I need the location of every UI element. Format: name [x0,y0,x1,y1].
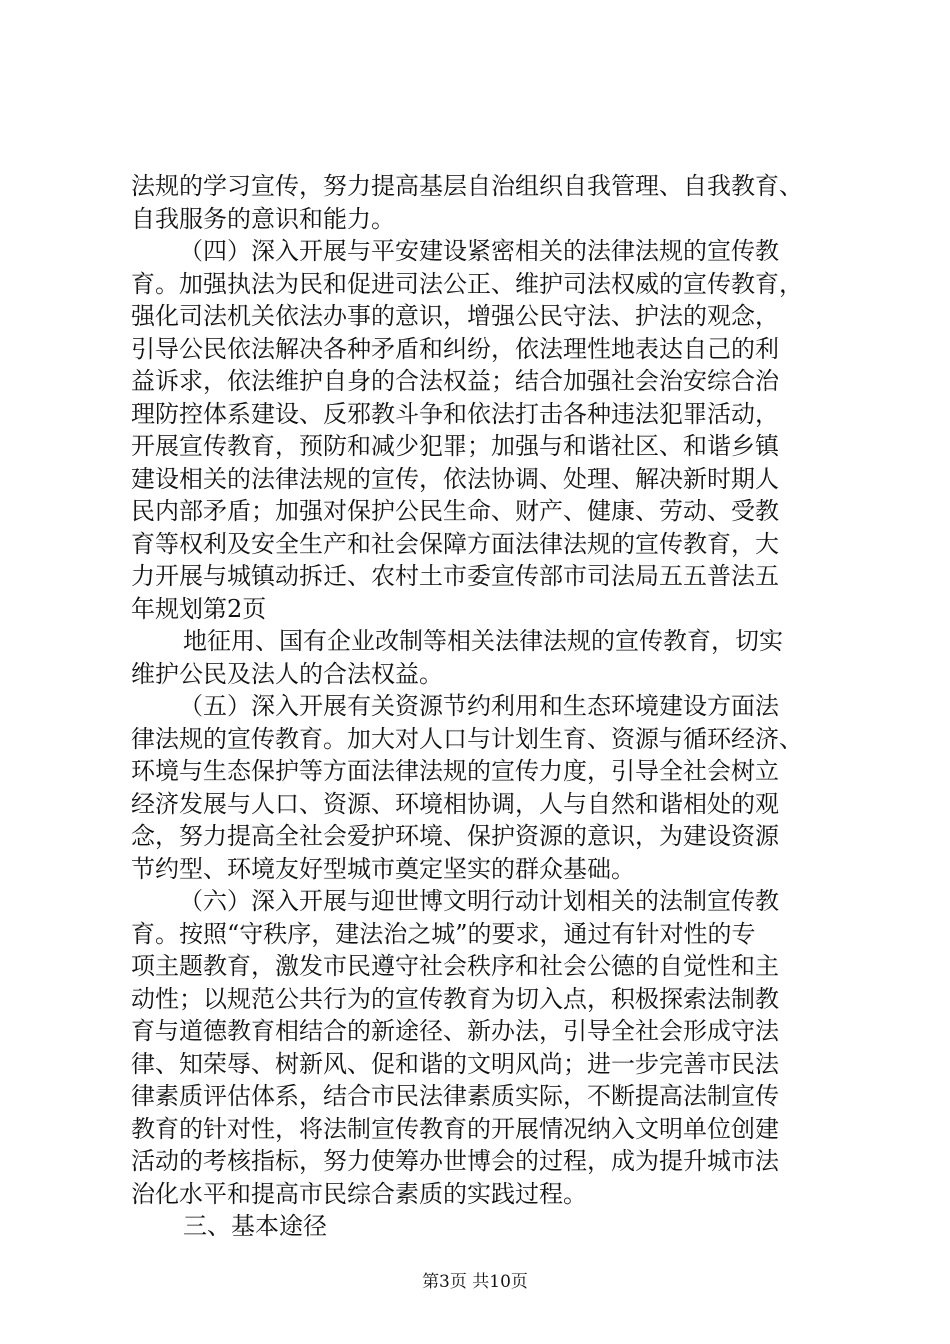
text-line: 自我服务的意识和能力。 [131,204,395,233]
text-line: 治化水平和提高市民综合素质的实践过程。 [131,1179,587,1208]
text-line: 民内部矛盾；加强对保护公民生命、财产、健康、劳动、受教 [131,497,779,525]
text-line: 念，努力提高全社会爱护环境、保护资源的意识，为建设资源 [131,822,779,850]
text-line: 教育的针对性，将法制宣传教育的开展情况纳入文明单位创建 [131,1114,779,1143]
page-footer: 第3页 共10页 [422,1272,528,1292]
text-line: 引导公民依法解决各种矛盾和纠纷，依法理性地表达自己的利 [131,334,779,363]
text-line: 项主题教育，激发市民遵守社会秩序和社会公德的自觉性和主 [131,952,779,980]
text-line: 育等权利及安全生产和社会保障方面法律法规的宣传教育，大 [131,529,779,558]
paragraph-start-line: 地征用、国有企业改制等相关法律法规的宣传教育，切实 [183,627,783,655]
text-line: 维护公民及法人的合法权益。 [131,659,443,688]
paragraph-start-line: （五）深入开展有关资源节约利用和生态环境建设方面法 [179,692,779,720]
text-line: 活动的考核指标，努力使筹办世博会的过程，成为提升城市法 [131,1147,779,1175]
text-line: 经济发展与人口、资源、环境相协调，人与自然和谐相处的观 [131,789,779,818]
text-line: 建设相关的法律法规的宣传，依法协调、处理、解决新时期人 [131,464,779,493]
paragraph-start-line: （四）深入开展与平安建设紧密相关的法律法规的宣传教 [179,237,779,265]
text-line: 开展宣传教育，预防和减少犯罪；加强与和谐社区、和谐乡镇 [131,432,779,460]
document-body [131,170,851,1243]
text-line: 律素质评估体系，结合市民法律素质实际，不断提高法制宣传 [131,1082,779,1110]
text-line: 环境与生态保护等方面法律法规的宣传力度，引导全社会树立 [131,757,779,785]
section-heading: 三、基本途径 [183,1212,327,1240]
text-line: 力开展与城镇动拆迁、农村土市委宣传部市司法局五五普法五 [131,562,779,590]
paragraph-start-line: （六）深入开展与迎世博文明行动计划相关的法制宣传教 [179,887,779,915]
text-line: 法规的学习宣传，努力提高基层自治组织自我管理、自我教育、 [131,172,803,200]
text-line: 年规划第2页 [131,594,267,623]
text-line: 育。加强执法为民和促进司法公正、维护司法权威的宣传教育， [131,269,803,298]
text-line: 育。按照“守秩序，建法治之城”的要求，通过有针对性的专 [131,919,756,948]
text-line: 育与道德教育相结合的新途径、新办法，引导全社会形成守法 [131,1017,779,1045]
text-line: 动性；以规范公共行为的宣传教育为切入点，积极探索法制教 [131,984,779,1013]
text-line: 益诉求，依法维护自身的合法权益；结合加强社会治安综合治 [131,367,779,395]
text-line: 律、知荣辱、树新风、促和谐的文明风尚；进一步完善市民法 [131,1049,779,1078]
text-line: 强化司法机关依法办事的意识，增强公民守法、护法的观念， [131,302,779,330]
text-line: 理防控体系建设、反邪教斗争和依法打击各种违法犯罪活动， [131,399,779,428]
text-line: 律法规的宣传教育。加大对人口与计划生育、资源与循环经济、 [131,724,803,753]
text-line: 节约型、环境友好型城市奠定坚实的群众基础。 [131,854,635,883]
